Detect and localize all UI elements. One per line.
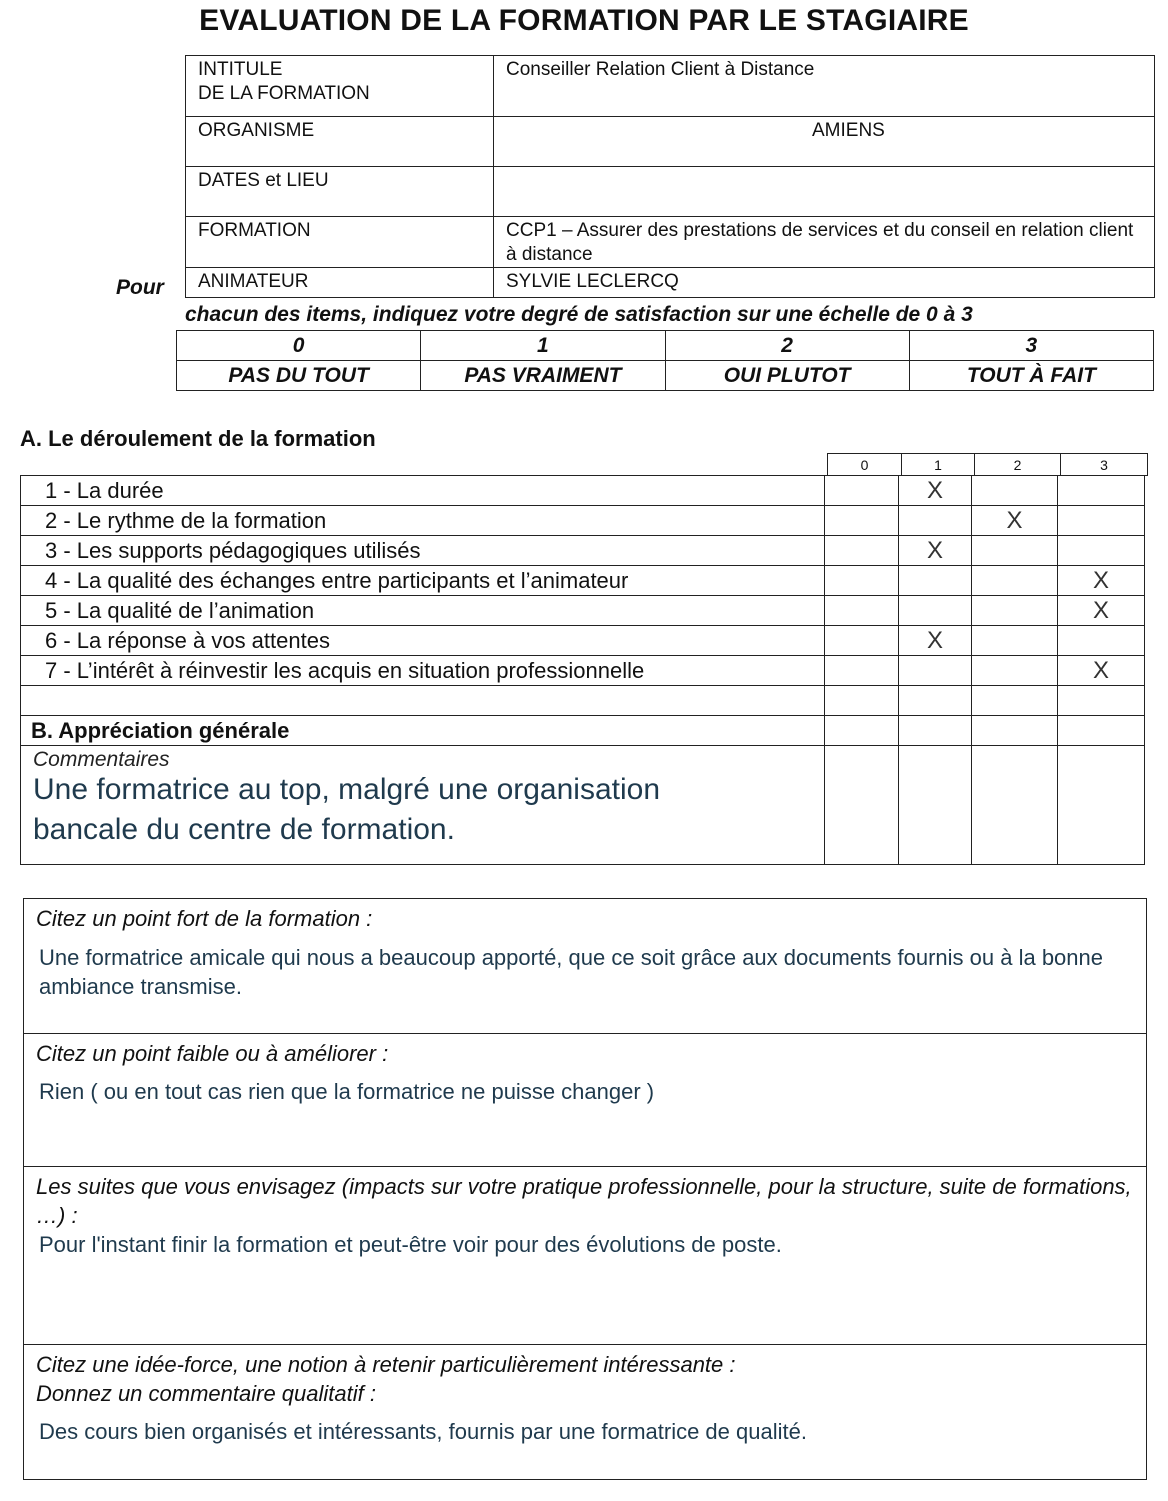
scale-label: TOUT À FAIT [909,361,1153,391]
box-answer: Une formatrice amicale qui nous a beaucoup apporté, que ce soit grâce aux documents fournis ou à la bonne ambiance transmise. [39,945,1103,999]
rating-cell[interactable] [972,476,1058,506]
rating-cell[interactable] [825,506,899,536]
rating-cell[interactable] [972,626,1058,656]
comments-label: Commentaires [33,748,170,771]
instruction-text: chacun des items, indiquez votre degré de satisfaction sur une échelle de 0 à 3 [185,303,973,326]
rating-cell[interactable] [972,566,1058,596]
rating-cell[interactable]: X [899,476,972,506]
rating-cell[interactable] [1058,506,1145,536]
info-value: AMIENS [494,117,1155,167]
info-value: SYLVIE LECLERCQ [494,268,1155,298]
empty-cell [899,716,972,746]
scale-label: PAS VRAIMENT [421,361,665,391]
section-b-title: B. Appréciation générale [21,716,825,746]
rating-cell[interactable] [1058,626,1145,656]
item-label: 5 - La qualité de l’animation [21,596,825,626]
column-header: 1 [902,454,975,476]
item-label: 4 - La qualité des échanges entre participants et l’animateur [21,566,825,596]
scale-number: 0 [177,331,421,361]
box-question: Citez un point faible ou à améliorer : [36,1041,389,1066]
item-label: 3 - Les supports pédagogiques utilisés [21,536,825,566]
rating-cell[interactable]: X [1058,596,1145,626]
empty-cell [899,746,972,865]
table-row [21,626,1145,656]
empty-cell [1058,686,1145,716]
item-label: 6 - La réponse à vos attentes [21,626,825,656]
table-row [21,506,1145,536]
empty-cell [972,746,1058,865]
empty-cell [825,686,899,716]
rating-cell[interactable] [972,536,1058,566]
rating-cell[interactable] [1058,476,1145,506]
empty-cell [825,716,899,746]
strong-point-box [24,899,1146,1034]
empty-cell [21,686,825,716]
empty-cell [899,686,972,716]
comments-text: Une formatrice au top, malgré une organisation bancale du centre de formation. [33,773,661,846]
table-row [21,476,1145,506]
rating-table [20,475,1145,865]
comments-cell [21,746,825,865]
table-row [21,746,1145,865]
scale-label: PAS DU TOUT [177,361,421,391]
box-question: Citez une idée-force, une notion à retenir particulièrement intéressante : Donnez un commentaire qualitatif : [36,1352,736,1406]
box-question: Les suites que vous envisagez (impacts sur votre pratique professionnelle, pour la structure, suite de formations, …) : [36,1174,1132,1228]
info-label: FORMATION [186,217,494,268]
rating-cell[interactable] [899,596,972,626]
rating-cell[interactable] [972,656,1058,686]
next-steps-box [24,1167,1146,1345]
table-row [21,716,1145,746]
rating-cell[interactable]: X [972,506,1058,536]
rating-cell[interactable] [899,566,972,596]
feedback-boxes [23,898,1147,1480]
empty-cell [1058,716,1145,746]
key-idea-box [24,1345,1146,1479]
scale-number: 3 [909,331,1153,361]
table-row [21,536,1145,566]
info-value: CCP1 – Assurer des prestations de services et du conseil en relation client à distance [494,217,1155,268]
rating-cell[interactable] [825,476,899,506]
scale-number: 1 [421,331,665,361]
box-question: Citez un point fort de la formation : [36,906,373,931]
scale-number: 2 [665,331,909,361]
scale-label: OUI PLUTOT [665,361,909,391]
instruction-pour: Pour [116,276,164,299]
rating-cell[interactable] [972,596,1058,626]
empty-cell [1058,746,1145,865]
page-title: EVALUATION DE LA FORMATION PAR LE STAGIAIRE [199,4,969,37]
rating-cell[interactable] [899,506,972,536]
table-row [21,656,1145,686]
column-header: 3 [1061,454,1148,476]
info-table [185,55,1155,298]
box-answer: Pour l'instant finir la formation et peut-être voir pour des évolutions de poste. [39,1232,782,1257]
weak-point-box [24,1034,1146,1167]
rating-cell[interactable] [825,656,899,686]
info-label: ORGANISME [186,117,494,167]
rating-cell[interactable]: X [899,536,972,566]
column-header: 2 [975,454,1061,476]
empty-cell [825,746,899,865]
column-header: 0 [828,454,902,476]
item-label: 1 - La durée [21,476,825,506]
rating-cell[interactable]: X [899,626,972,656]
info-label: ANIMATEUR [186,268,494,298]
rating-cell[interactable] [825,536,899,566]
section-a-title: A. Le déroulement de la formation [20,426,376,451]
item-label: 2 - Le rythme de la formation [21,506,825,536]
empty-cell [972,686,1058,716]
rating-cell[interactable] [1058,536,1145,566]
rating-cell[interactable] [825,596,899,626]
empty-cell [972,716,1058,746]
info-label: INTITULE DE LA FORMATION [186,56,494,117]
rating-cell[interactable] [825,566,899,596]
box-answer: Des cours bien organisés et intéressants, fournis par une formatrice de qualité. [39,1419,807,1444]
table-row [21,566,1145,596]
table-row [21,596,1145,626]
box-answer: Rien ( ou en tout cas rien que la formatrice ne puisse changer ) [39,1079,655,1104]
info-value: Conseiller Relation Client à Distance [494,56,1155,117]
info-label: DATES et LIEU [186,167,494,217]
rating-cell[interactable] [825,626,899,656]
scale-legend [176,330,1154,391]
item-label: 7 - L’intérêt à réinvestir les acquis en situation professionnelle [21,656,825,686]
rating-cell[interactable] [899,656,972,686]
info-value [494,167,1155,217]
rating-cell[interactable]: X [1058,656,1145,686]
rating-cell[interactable]: X [1058,566,1145,596]
table-row [21,686,1145,716]
rating-column-headers [827,453,1148,476]
